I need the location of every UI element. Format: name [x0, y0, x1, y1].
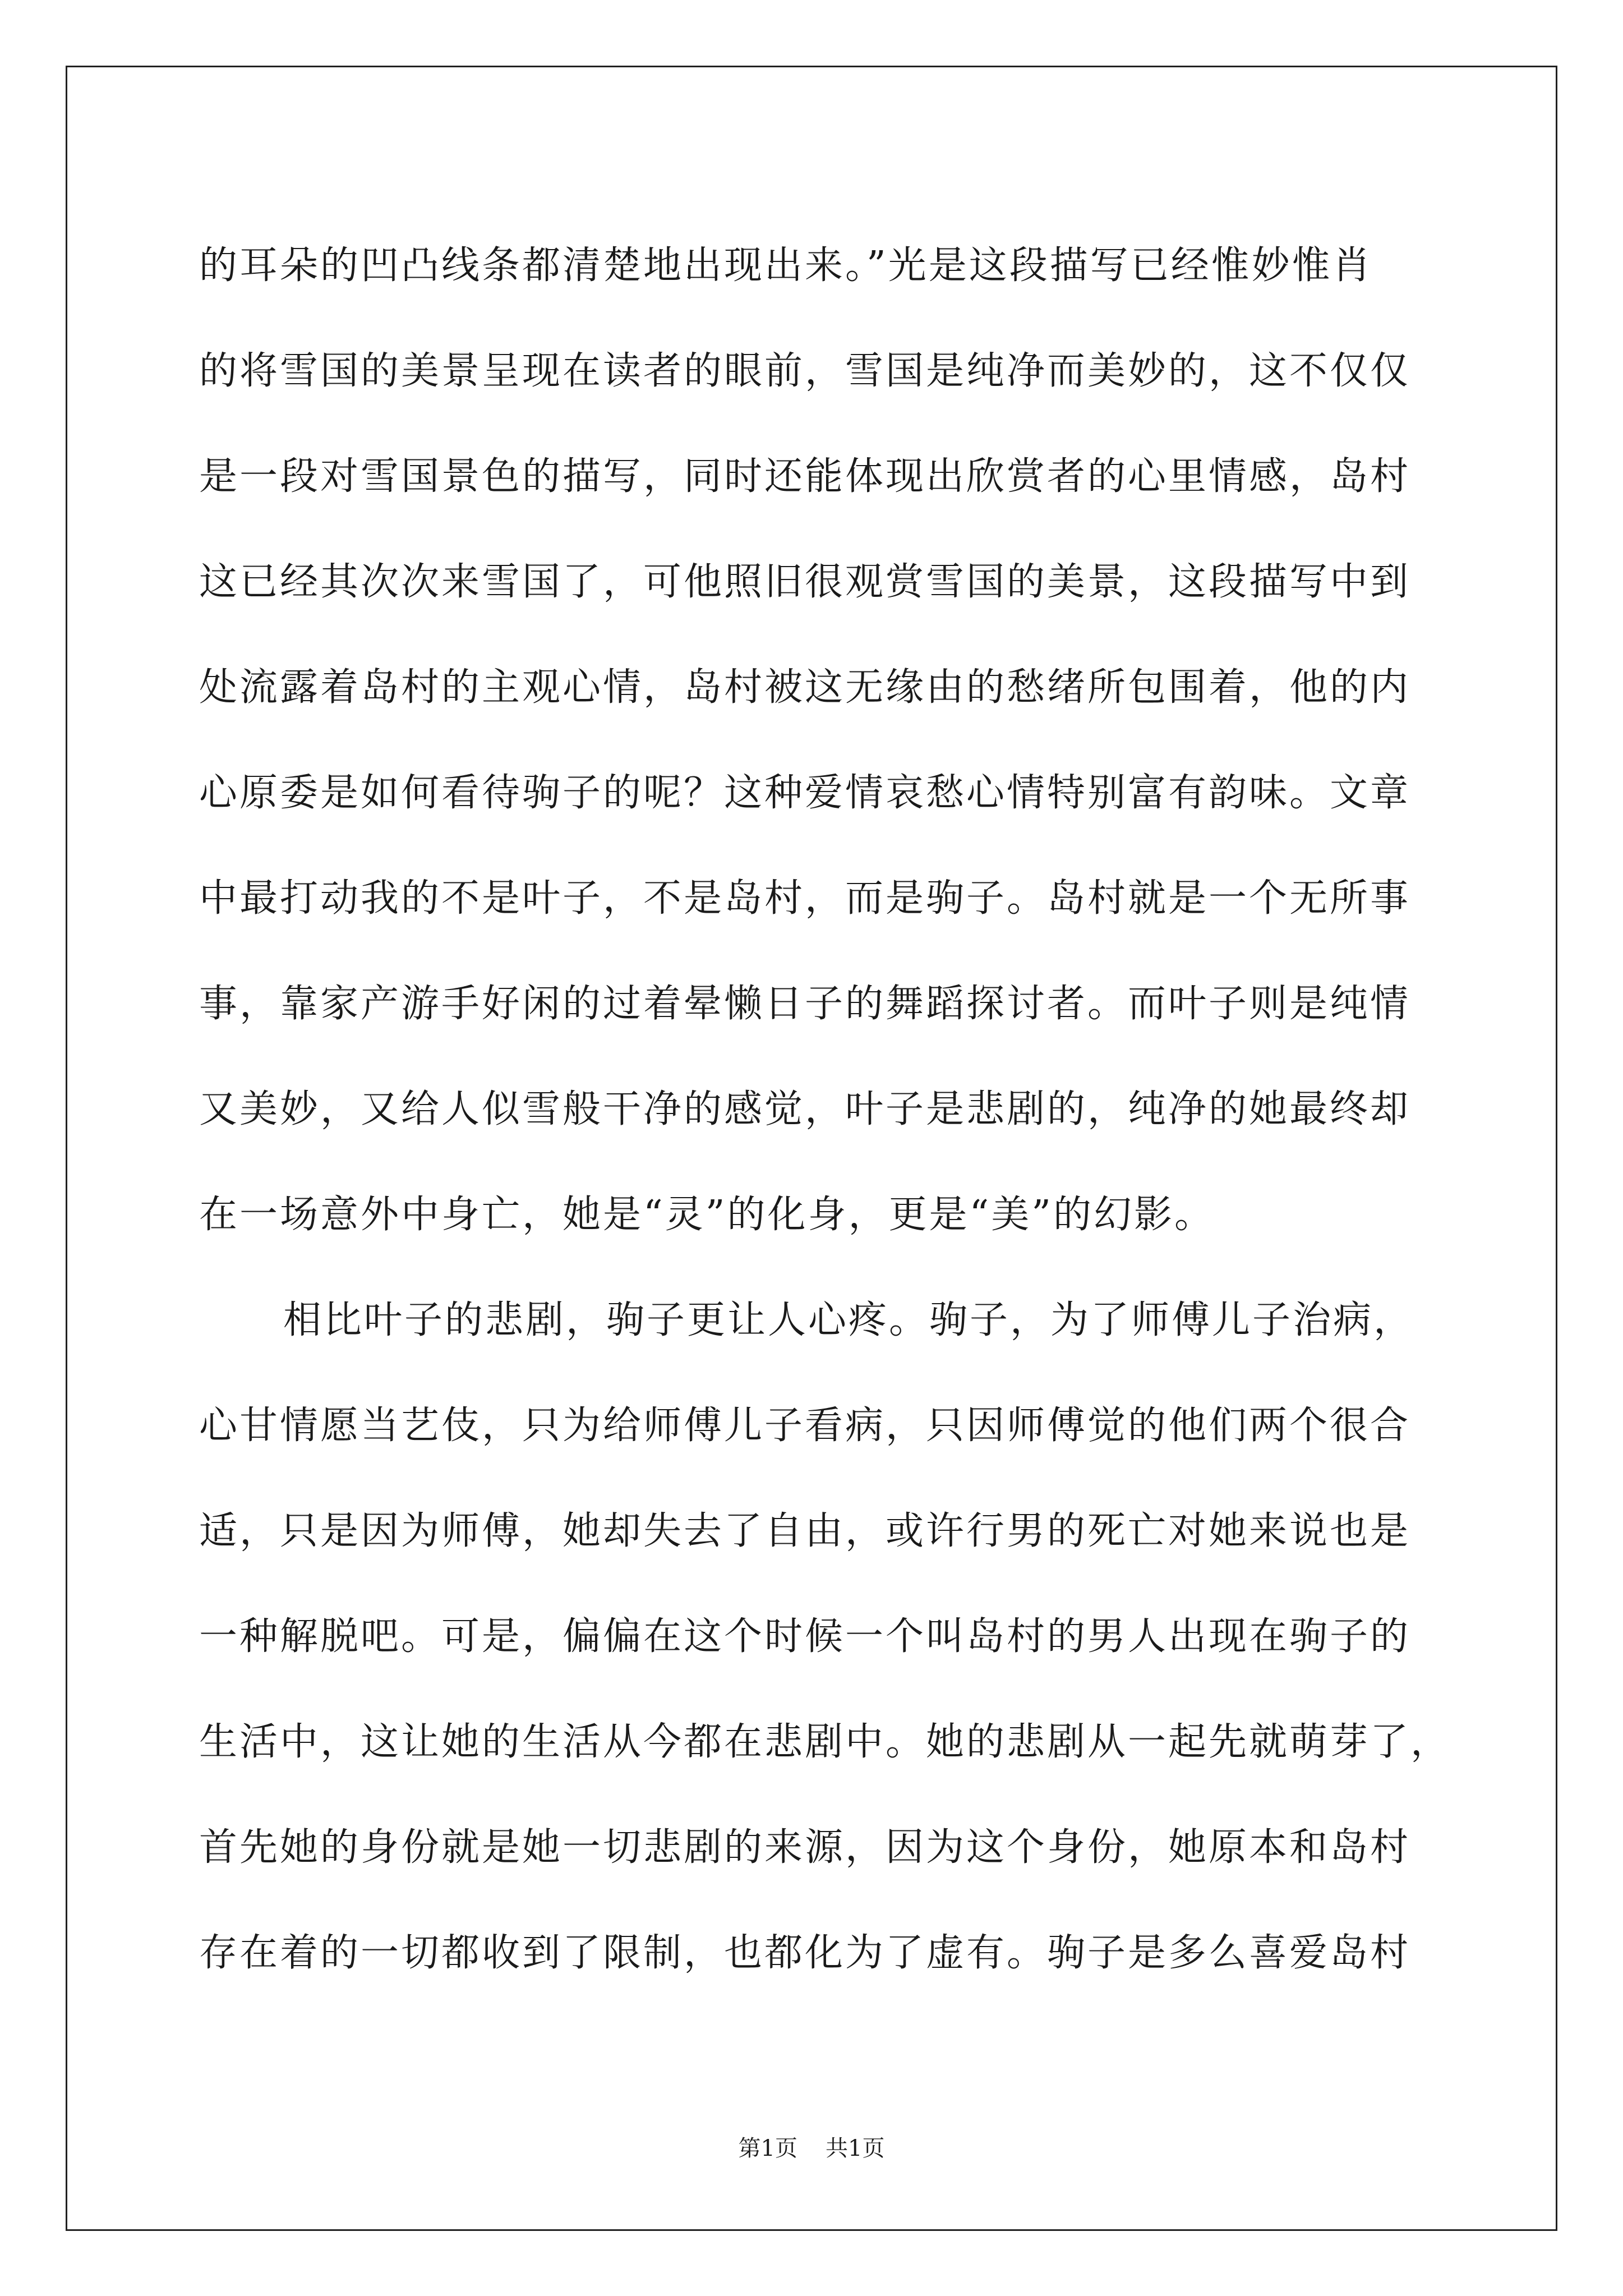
- text-line: 这已经其次次来雪国了，可他照旧很观赏雪国的美景，这段描写中到: [199, 560, 1411, 604]
- text-line: 中最打动我的不是叶子，不是岛村，而是驹子。岛村就是一个无所事: [199, 876, 1411, 921]
- paragraph-start-line: 相比叶子的悲剧，驹子更让人心疼。驹子，为了师傅儿子治病，: [283, 1298, 1414, 1342]
- text-line: 事，靠家产游手好闲的过着晕懒日子的舞蹈探讨者。而叶子则是纯情: [199, 982, 1411, 1026]
- page-footer: [0, 2132, 1623, 2165]
- text-line: 生活中，这让她的生活从今都在悲剧中。她的悲剧从一起先就萌芽了，: [199, 1720, 1451, 1764]
- text-line: 是一段对雪国景色的描写，同时还能体现出欣赏者的心里情感，岛村: [199, 454, 1411, 499]
- text-line: 心原委是如何看待驹子的呢？这种爱情哀愁心情特别富有韵味。文章: [199, 771, 1411, 815]
- text-line: 存在着的一切都收到了限制，也都化为了虚有。驹子是多么喜爱岛村: [199, 1931, 1411, 1975]
- page-total: 共1页: [826, 2136, 885, 2161]
- document-body: [199, 213, 1451, 2006]
- text-line: 一种解脱吧。可是，偏偏在这个时候一个叫岛村的男人出现在驹子的: [199, 1614, 1411, 1659]
- text-line: 的将雪国的美景呈现在读者的眼前，雪国是纯净而美妙的，这不仅仅: [199, 349, 1411, 393]
- text-line: 又美妙，又给人似雪般干净的感觉，叶子是悲剧的，纯净的她最终却: [199, 1087, 1411, 1131]
- text-line: 在一场意外中身亡，她是“灵”的化身，更是“美”的幻影。: [199, 1193, 1215, 1237]
- text-line: 的耳朵的凹凸线条都清楚地出现出来。”光是这段描写已经惟妙惟肖: [199, 243, 1373, 288]
- text-line: 心甘情愿当艺伎，只为给师傅儿子看病，只因师傅觉的他们两个很合: [199, 1404, 1411, 1448]
- text-line: 适，只是因为师傅，她却失去了自由，或许行男的死亡对她来说也是: [199, 1509, 1411, 1553]
- text-line: 处流露着岛村的主观心情，岛村被这无缘由的愁绪所包围着，他的内: [199, 665, 1411, 710]
- text-line: 首先她的身份就是她一切悲剧的来源，因为这个身份，她原本和岛村: [199, 1825, 1411, 1870]
- page-number: 第1页: [738, 2136, 797, 2161]
